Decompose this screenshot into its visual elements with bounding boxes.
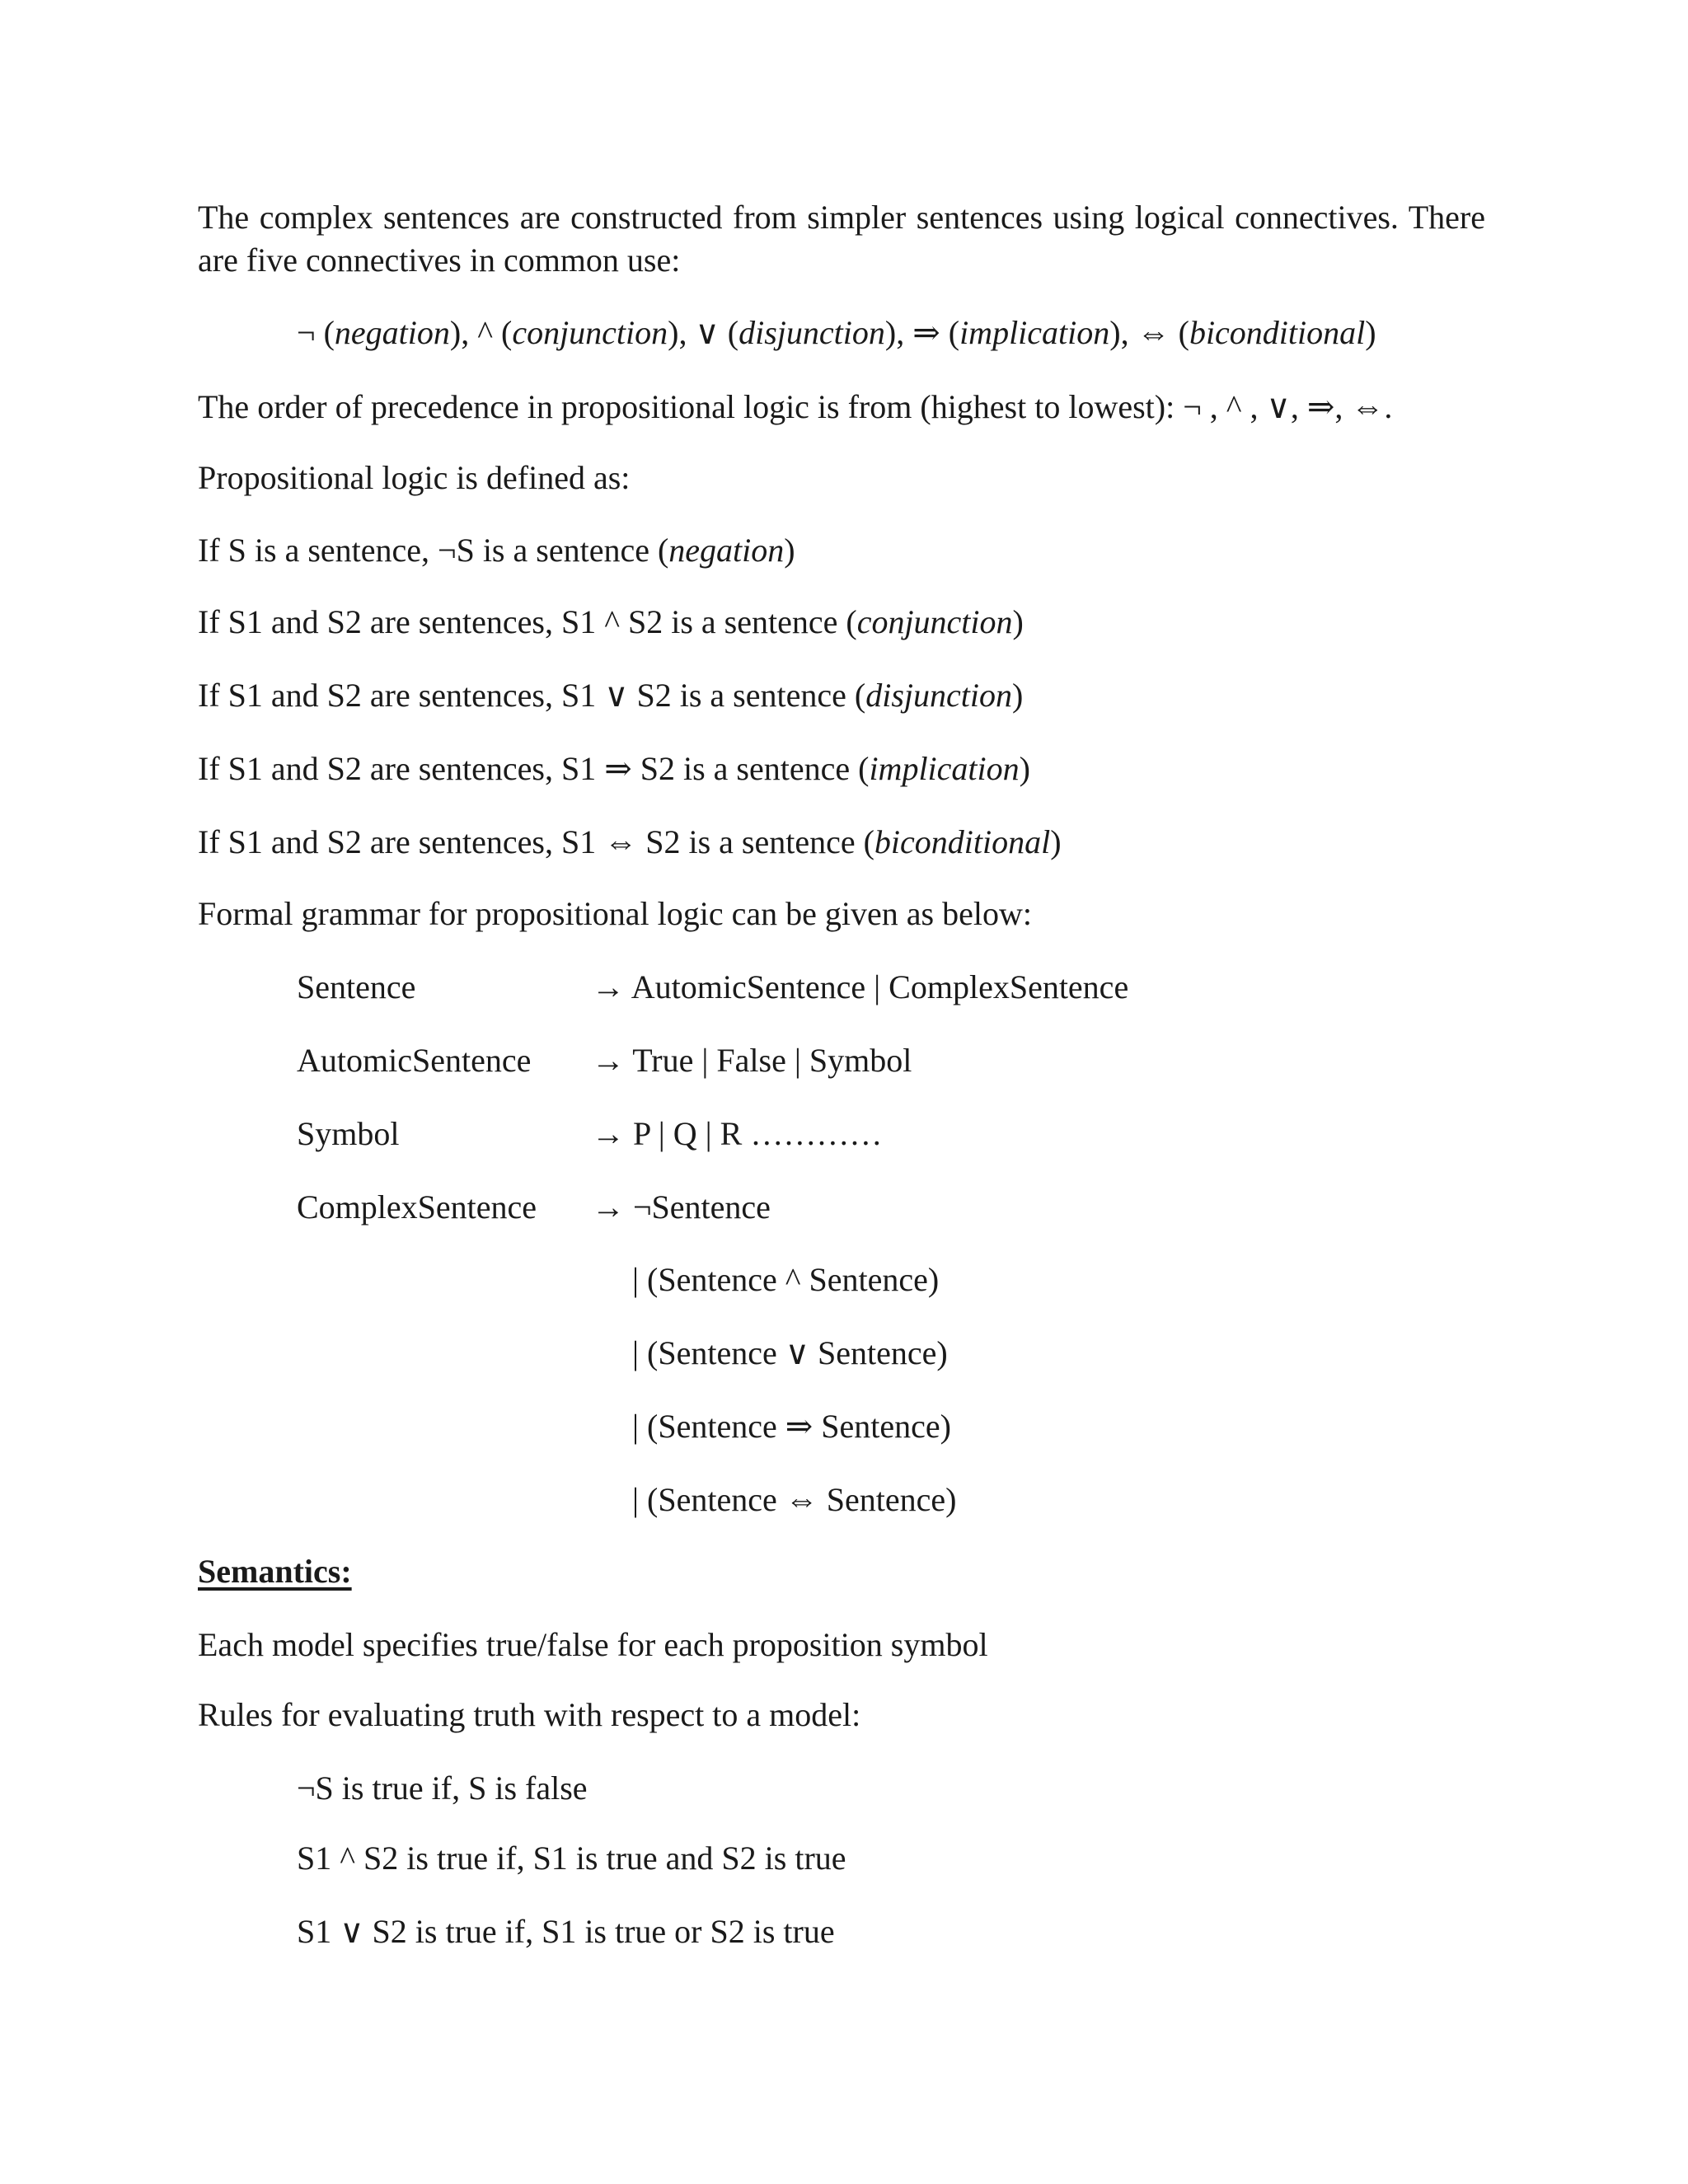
grammar-rhs-complex: → ¬Sentence xyxy=(592,1188,771,1226)
negation-term: negation xyxy=(334,314,450,351)
grammar-alt-conjunction: | (Sentence ^ Sentence) xyxy=(632,1261,940,1298)
grammar-alt-biconditional: | (Sentence ⇔ Sentence) xyxy=(632,1481,957,1518)
rule-disjunction: If S1 and S2 are sentences, S1 ∨ S2 is a sentence (disjunction) xyxy=(198,677,1024,714)
grammar-rhs-symbol: → P | Q | R ………… xyxy=(592,1115,883,1152)
disjunction-term: disjunction xyxy=(738,314,885,351)
rule-implication: If S1 and S2 are sentences, S1 ⇒ S2 is a sentence (implication) xyxy=(198,750,1030,787)
grammar-alt-implication: | (Sentence ⇒ Sentence) xyxy=(632,1408,951,1445)
rule-conjunction: If S1 and S2 are sentences, S1 ^ S2 is a sentence (conjunction) xyxy=(198,603,1024,640)
grammar-lhs-symbol: Symbol xyxy=(297,1115,400,1152)
precedence-text: The order of precedence in propositional logic is from (highest to lowest): ¬ , ^ , ∨, ⇒, ⇔. xyxy=(198,388,1393,425)
grammar-lhs-sentence: Sentence xyxy=(297,968,416,1005)
connectives-list: ¬ (negation), ^ (conjunction), ∨ (disjunction), ⇒ (implication), ⇔ (biconditional) xyxy=(297,314,1376,351)
semantics-model-text: Each model specifies true/false for each proposition symbol xyxy=(198,1626,988,1663)
negation-symbol: ¬ xyxy=(297,314,316,351)
grammar-lhs-atomic: AutomicSentence xyxy=(297,1042,532,1079)
biconditional-symbol: ⇔ xyxy=(1137,314,1170,351)
semantics-rule-disjunction: S1 ∨ S2 is true if, S1 is true or S2 is true xyxy=(297,1913,835,1950)
conjunction-symbol: ^ xyxy=(477,314,493,351)
rule-biconditional: If S1 and S2 are sentences, S1 ⇔ S2 is a sentence (biconditional) xyxy=(198,823,1062,860)
intro-line-2: are five connectives in common use: xyxy=(198,241,681,279)
disjunction-symbol: ∨ xyxy=(695,314,720,351)
defined-as-text: Propositional logic is defined as: xyxy=(198,459,631,496)
semantics-rule-negation: ¬S is true if, S is false xyxy=(297,1769,588,1807)
semantics-rules-intro: Rules for evaluating truth with respect to a model: xyxy=(198,1696,861,1733)
rule-negation: If S is a sentence, ¬S is a sentence (negation) xyxy=(198,532,795,569)
grammar-rhs-sentence: → AutomicSentence | ComplexSentence xyxy=(592,968,1129,1005)
conjunction-term: conjunction xyxy=(512,314,668,351)
grammar-intro: Formal grammar for propositional logic can be given as below: xyxy=(198,895,1032,932)
semantics-heading: Semantics: xyxy=(198,1553,352,1590)
grammar-alt-disjunction: | (Sentence ∨ Sentence) xyxy=(632,1334,948,1371)
implication-symbol: ⇒ xyxy=(912,314,940,351)
grammar-rhs-atomic: → True | False | Symbol xyxy=(592,1042,912,1079)
implication-term: implication xyxy=(959,314,1110,351)
semantics-rule-conjunction: S1 ^ S2 is true if, S1 is true and S2 is true xyxy=(297,1840,846,1877)
intro-line-1: The complex sentences are constructed from simpler sentences using logical connectives. There xyxy=(198,199,1485,236)
grammar-lhs-complex: ComplexSentence xyxy=(297,1188,537,1226)
biconditional-term: biconditional xyxy=(1189,314,1366,351)
